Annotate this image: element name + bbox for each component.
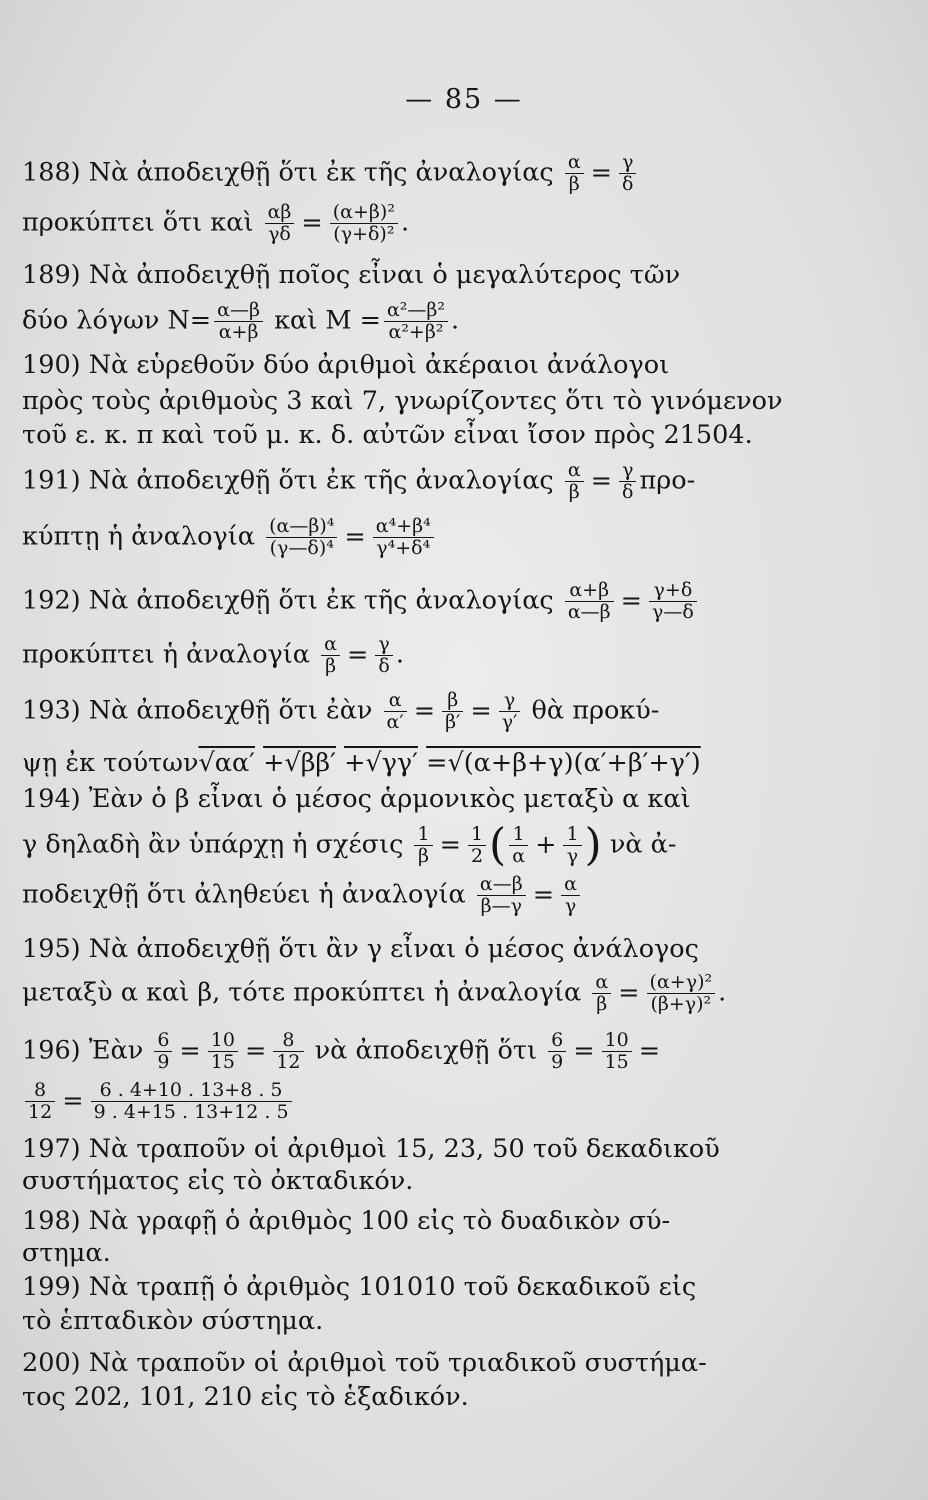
fraction: $\frac{1}{\gamma}$: [563, 824, 581, 867]
fraction: $\frac{\alpha}{\beta}$: [321, 634, 340, 677]
problem-195-line-1: 195) Νὰ ἀποδειχθῇ ὅτι ἂν γ εἶναι ὁ μέσος ἀνάλογος: [22, 934, 699, 964]
problem-198-line-1: 198) Νὰ γραφῇ ὁ ἀριθμὸς 100 εἰς τὸ δυαδικὸν σύ-: [22, 1206, 671, 1236]
problem-188-line-1: 188) Νὰ ἀποδειχθῇ ὅτι ἐκ τῆς ἀναλογίας $\frac{\alpha}{\beta}$ = $\frac{\gamma}{\delta}$: [22, 152, 880, 195]
fraction: $\frac{6}{9}$: [548, 1030, 566, 1073]
problem-192-line-2: προκύπτει ἡ ἀναλογία $\frac{\alpha}{\beta}$ = $\frac{\gamma}{\delta}$ .: [22, 633, 404, 677]
radical: =√(α+β+γ)(α′+β′+γ′): [426, 748, 701, 778]
fraction: $\frac{\text{α⁴+β⁴}}{\text{γ⁴+δ⁴}}$: [373, 516, 434, 559]
fraction: $\frac{\text{(α+γ)²}}{\text{(β+γ)²}}$: [647, 972, 716, 1015]
fraction: $\frac{\alpha}{\gamma}$: [561, 874, 580, 917]
problem-191-line-2: κύπτῃ ἡ ἀναλογία $\frac{\text{(α—β)⁴}}{\text{(γ—δ)⁴}}$ = $\frac{\text{α⁴+β⁴}}{\text{γ⁴+δ⁴}}$: [22, 516, 880, 559]
fraction: $\frac{1}{\alpha}$: [509, 824, 528, 867]
fraction: $\frac{\alpha\beta}{\gamma\delta}$: [265, 202, 295, 245]
fraction: $\frac{\alpha}{\alpha'}$: [384, 690, 407, 733]
problem-189-line-2: δύο λόγων N= $\frac{\alpha—\beta}{\alpha+\beta}$ καὶ M = $\frac{\text{α²—β²}}{\text{α²+β²}}$ .: [22, 299, 460, 343]
page-number: — 85 —: [405, 84, 523, 115]
problem-195-line-2: μεταξὺ α καὶ β, τότε προκύπτει ἡ ἀναλογία $\frac{\alpha}{\beta}$ = $\frac{\text{(α+γ)²}}{\text{(β+γ)²}}$ .: [22, 971, 727, 1015]
problem-192-line-1: 192) Νὰ ἀποδειχθῇ ὅτι ἐκ τῆς ἀναλογίας $\frac{\alpha+\beta}{\alpha—\beta}$ = $\frac{\gamma+\delta}{\gamma—\delta}$: [22, 580, 880, 623]
problem-200-line-1: 200) Νὰ τραποῦν οἱ ἀριθμοὶ τοῦ τριαδικοῦ συστήμα-: [22, 1348, 707, 1378]
problem-190-line-2: πρὸς τοὺς ἀριθμοὺς 3 καὶ 7, γνωρίζοντες ὅτι τὸ γινόμενον: [22, 386, 783, 416]
fraction: $\frac{\alpha—\beta}{\alpha+\beta}$: [214, 300, 263, 343]
problem-193-line-2: ψῃ ἐκ τούτων√αα′ +√ββ′ +√γγ′ =√(α+β+γ)(α′+β′+γ′): [22, 748, 701, 778]
problem-193-line-1: 193) Νὰ ἀποδειχθῇ ὅτι ἐὰν $\frac{\alpha}{\alpha'}$ = $\frac{\beta}{\beta'}$ = $\frac{\gamma}{\gamma'}$ θὰ προκύ-: [22, 689, 660, 733]
fraction: $\frac{10}{15}$: [602, 1030, 632, 1073]
fraction: $\frac{\text{(α—β)⁴}}{\text{(γ—δ)⁴}}$: [266, 516, 337, 559]
fraction: $\frac{6 . 4+10 . 13+8 . 5}{9 . 4+15 . 13+12 . 5}$: [91, 1080, 292, 1123]
problem-197-line-1: 197) Νὰ τραποῦν οἱ ἀριθμοὶ 15, 23, 50 τοῦ δεκαδικοῦ: [22, 1134, 720, 1164]
fraction: $\frac{\alpha}{\beta}$: [565, 460, 584, 503]
problem-198-line-2: στημα.: [22, 1238, 111, 1268]
radical: +√γγ′: [344, 748, 418, 778]
fraction: $\frac{6}{9}$: [154, 1030, 172, 1073]
fraction: $\frac{\beta}{\beta'}$: [442, 690, 463, 733]
problem-190-line-3: τοῦ ε. κ. π καὶ τοῦ μ. κ. δ. αὐτῶν εἶναι ἴσον πρὸς 21504.: [22, 420, 753, 450]
problem-190-line-1: 190) Νὰ εὑρεθοῦν δύο ἀριθμοὶ ἀκέραιοι ἀνάλογοι: [22, 350, 670, 380]
fraction: $\frac{\alpha—\beta}{\beta—\gamma}$: [477, 874, 526, 917]
radical: √αα′: [198, 748, 255, 778]
fraction: $\frac{\alpha+\beta}{\alpha—\beta}$: [565, 580, 614, 623]
problem-188-intro: 188) Νὰ ἀποδειχθῇ ὅτι ἐκ τῆς ἀναλογίας: [22, 157, 554, 188]
fraction: $\frac{8}{12}$: [25, 1080, 55, 1123]
problem-194-line-2: γ δηλαδὴ ἂν ὑπάρχῃ ἡ σχέσις $\frac{1}{\beta}$ = $\frac{1}{2}$ ( $\frac{1}{\alpha}$ + $\frac{1}{\gamma}$ ) νὰ ἀ-: [22, 819, 677, 871]
fraction: $\frac{\gamma}{\delta}$: [619, 152, 636, 195]
fraction: $\frac{\gamma}{\delta}$: [619, 460, 636, 503]
problem-199-line-1: 199) Νὰ τραπῇ ὁ ἀριθμὸς 101010 τοῦ δεκαδικοῦ εἰς: [22, 1272, 697, 1302]
fraction: $\frac{\text{(α+β)²}}{\text{(γ+δ)²}}$: [330, 202, 398, 245]
problem-196-line-2: $\frac{8}{12}$ = $\frac{6 . 4+10 . 13+8 . 5}{9 . 4+15 . 13+12 . 5}$: [22, 1080, 880, 1123]
problem-196-line-1: 196) Ἐὰν $\frac{6}{9}$ = $\frac{10}{15}$ = $\frac{8}{12}$ νὰ ἀποδειχθῇ ὅτι $\frac{6}{9}$ = $\frac{10}{15}$ =: [22, 1029, 661, 1073]
problem-188-line-2: προκύπτει ὅτι καὶ $\frac{\alpha\beta}{\gamma\delta}$ = $\frac{\text{(α+β)²}}{\text{(γ+δ)²}}$ .: [22, 201, 410, 245]
fraction: $\frac{\gamma}{\delta}$: [375, 634, 392, 677]
fraction: $\frac{10}{15}$: [208, 1030, 238, 1073]
fraction: $\frac{\alpha}{\beta}$: [592, 972, 611, 1015]
fraction: $\frac{1}{\beta}$: [414, 824, 432, 867]
problem-194-line-3: ποδειχθῇ ὅτι ἀληθεύει ἡ ἀναλογία $\frac{\alpha—\beta}{\beta—\gamma}$ = $\frac{\alpha}{\gamma}$: [22, 874, 880, 917]
fraction: $\frac{8}{12}$: [273, 1030, 303, 1073]
problem-191-line-1: 191) Νὰ ἀποδειχθῇ ὅτι ἐκ τῆς ἀναλογίας $\frac{\alpha}{\beta}$ = $\frac{\gamma}{\delta}$ προ-: [22, 459, 696, 503]
fraction: $\frac{\text{α²—β²}}{\text{α²+β²}}$: [384, 300, 448, 343]
fraction: $\frac{\alpha}{\beta}$: [565, 152, 584, 195]
problem-194-line-1: 194) Ἐὰν ὁ β εἶναι ὁ μέσος ἁρμονικὸς μεταξὺ α καὶ: [22, 784, 691, 814]
problem-189-line-1: 189) Νὰ ἀποδειχθῇ ποῖος εἶναι ὁ μεγαλύτερος τῶν: [22, 260, 681, 290]
radical: +√ββ′: [263, 748, 336, 778]
fraction: $\frac{\gamma}{\gamma'}$: [499, 690, 521, 733]
problem-197-line-2: συστήματος εἰς τὸ ὀκταδικόν.: [22, 1166, 414, 1196]
problem-200-line-2: τος 202, 101, 210 εἰς τὸ ἑξαδικόν.: [22, 1382, 469, 1412]
problem-199-line-2: τὸ ἑπταδικὸν σύστημα.: [22, 1306, 324, 1336]
fraction: $\frac{1}{2}$: [468, 824, 486, 867]
fraction: $\frac{\gamma+\delta}{\gamma—\delta}$: [649, 580, 697, 623]
